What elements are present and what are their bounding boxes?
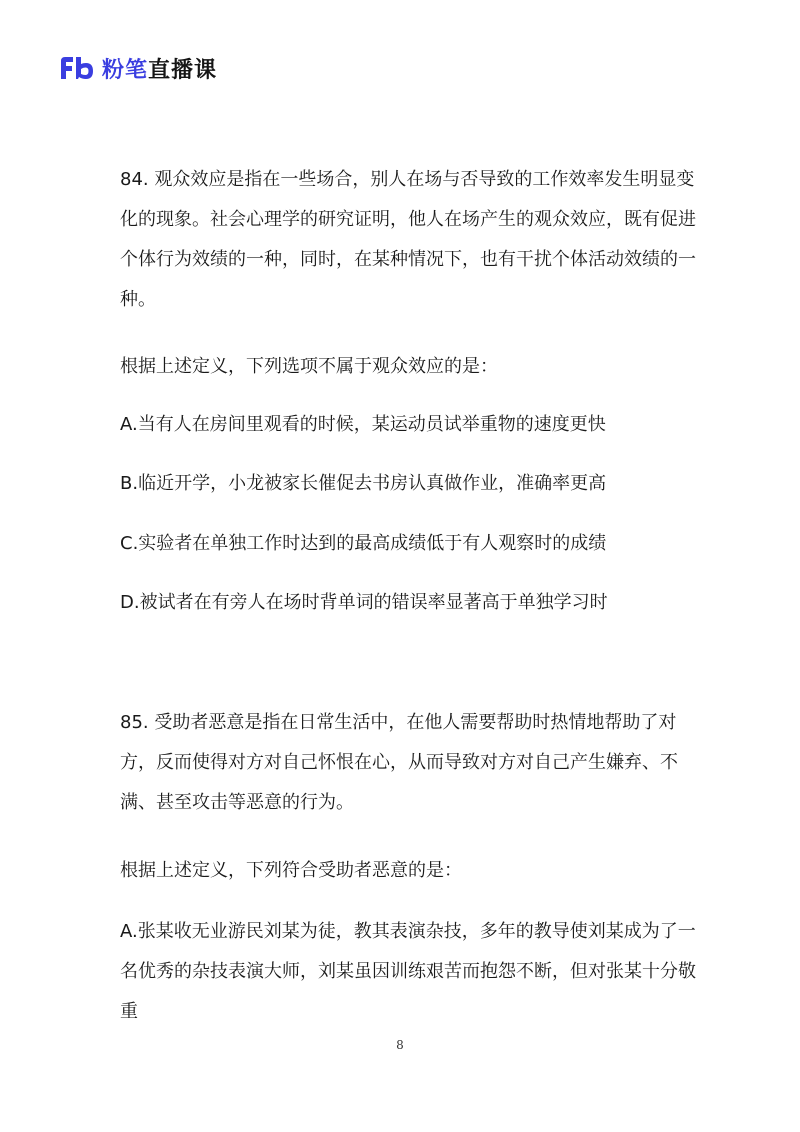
fenbi-logo-icon [58, 55, 96, 81]
question-85-prompt: 根据上述定义，下列符合受助者恶意的是： [120, 860, 462, 881]
question-84-option-a: A.当有人在房间里观看的时候，某运动员试举重物的速度更快 [120, 414, 606, 435]
question-84-option-c: C.实验者在单独工作时达到的最高成绩低于有人观察时的成绩 [120, 533, 607, 554]
question-85-stem: 85. 受助者恶意是指在日常生活中，在他人需要帮助时热情地帮助了对方，反而使得对方对自己怀恨在心，从而导致对方对自己产生嫌弃、不满、甚至攻击等恶意的行为。 [120, 712, 678, 813]
question-85-option-a: A.张某收无业游民刘某为徒，教其表演杂技，多年的教导使刘某成为了一名优秀的杂技表演大师，刘某虽因训练艰苦而抱怨不断，但对张某十分敬重 [120, 921, 696, 1022]
brand-name [102, 53, 217, 84]
brand-name-suffix: 直播课 [148, 57, 218, 83]
page-number: 8 [396, 1038, 404, 1052]
question-84-option-b: B.临近开学，小龙被家长催促去书房认真做作业，准确率更高 [120, 473, 607, 494]
brand-name-main: 粉笔 [102, 57, 149, 83]
page-header [58, 52, 217, 84]
question-84-option-d: D.被试者在有旁人在场时背单词的错误率显著高于单独学习时 [120, 592, 608, 613]
question-84-stem: 84. 观众效应是指在一些场合，别人在场与否导致的工作效率发生明显变化的现象。社会心理学的研究证明，他人在场产生的观众效应，既有促进个体行为效绩的一种，同时，在某种情况下，也有干扰个体活动效绩的一种。 [120, 169, 696, 310]
question-84-prompt: 根据上述定义，下列选项不属于观众效应的是： [120, 356, 498, 377]
